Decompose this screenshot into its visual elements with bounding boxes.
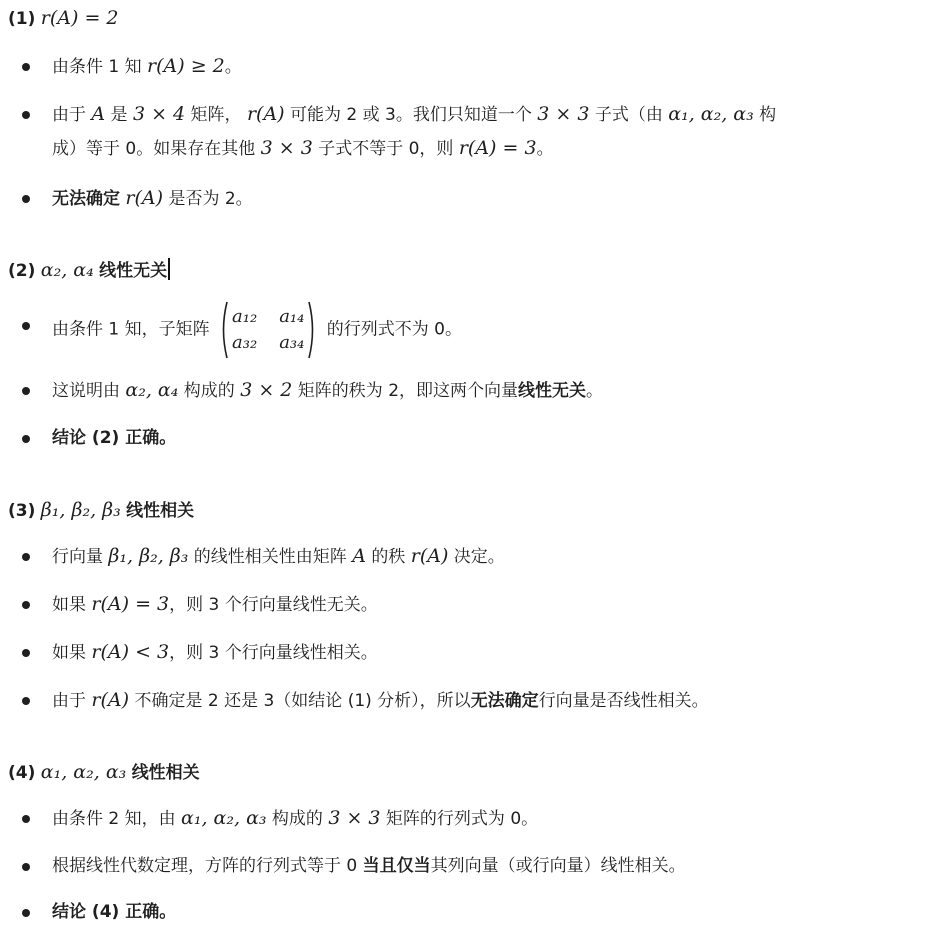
bullet-icon [22, 863, 30, 871]
text-run: 的行列式不为 0。 [321, 319, 462, 340]
math-run: α₁, α₂, α₃ [181, 807, 267, 829]
left-paren-icon [219, 300, 229, 360]
text-run: 可能为 2 或 3。我们只知道一个 [284, 105, 538, 125]
text-run: 不确定是 2 还是 3（如结论 (1) 分析），所以 [129, 691, 471, 711]
section-4-math: α₁, α₂, α₃ [40, 761, 127, 783]
math-run: A [91, 103, 106, 125]
math-run: A [352, 545, 366, 567]
matrix-entry: a₁₂ [232, 306, 258, 327]
section-2-title: 线性无关 [99, 261, 168, 281]
bullet-icon [22, 195, 30, 203]
math-run: α₁, α₂, α₃ [668, 103, 754, 125]
text-run: 是 [105, 105, 133, 125]
math-run: r(A) = 3 [458, 137, 537, 159]
list-item-text [52, 374, 942, 408]
text-run: 由条件 2 知，由 [52, 809, 182, 829]
math-run: 3 × 3 [260, 137, 313, 159]
math-run: 3 × 2 [240, 379, 293, 401]
text-run: 行向量 [52, 547, 109, 567]
text-run: 的秩 [365, 547, 411, 567]
bullet-icon [22, 322, 30, 330]
text-run: 成）等于 0。如果存在其他 [52, 139, 261, 159]
section-3-label: (3) [8, 501, 36, 521]
submatrix [219, 300, 317, 360]
section-4-heading [8, 758, 200, 787]
text-run: 子式不等于 0，则 [312, 139, 459, 159]
math-run: 3 × 4 [132, 103, 186, 125]
matrix-entry: a₃₂ [232, 332, 258, 353]
bullet-icon [22, 553, 30, 561]
list-item-text [52, 684, 942, 718]
bullet-icon [22, 111, 30, 119]
text-run: 由于 [52, 691, 92, 711]
math-run: β₁, β₂, β₃ [108, 545, 189, 567]
math-run: α₂, α₄ [125, 379, 179, 401]
text-run: 。 [536, 139, 554, 159]
bold-run: 当且仅当 [362, 856, 431, 876]
matrix-entry: a₃₄ [279, 332, 305, 353]
math-run: r(A) [91, 689, 130, 711]
math-run: r(A) < 3 [91, 641, 170, 663]
text-run: ，则 3 个行向量线性无关。 [169, 595, 378, 615]
text-run: 行向量是否线性相关。 [538, 691, 709, 711]
math-run: 3 × 3 [328, 807, 381, 829]
list-item-text [52, 182, 942, 216]
text-run: 构 [753, 105, 777, 125]
list-item-text [52, 300, 942, 360]
math-run: r(A) ≥ 2 [147, 55, 225, 77]
section-4-label: (4) [8, 763, 36, 783]
section-3-math: β₁, β₂, β₃ [40, 499, 121, 521]
math-run: 3 × 3 [537, 103, 590, 125]
list-item-text [52, 50, 942, 84]
section-1-math: r(A) = 2 [40, 7, 119, 29]
matrix-entry: a₁₄ [279, 306, 305, 327]
bold-run: 线性无关 [518, 381, 587, 401]
math-run: r(A) [125, 187, 164, 209]
text-run: 其列向量（或行向量）线性相关。 [430, 856, 686, 876]
text-run: 如果 [52, 643, 92, 663]
bullet-icon [22, 909, 30, 917]
math-run: r(A) [246, 103, 285, 125]
section-2-math: α₂, α₄ [40, 259, 94, 281]
list-item [22, 300, 937, 364]
section-1-label: (1) [8, 9, 36, 29]
text-run: 由条件 1 知，子矩阵 [52, 319, 216, 340]
text-run: 这说明由 [52, 381, 126, 401]
text-run: 由条件 1 知 [52, 57, 148, 77]
bullet-icon [22, 815, 30, 823]
list-item-text [52, 540, 942, 574]
text-run: 根据线性代数定理，方阵的行列式等于 0 [52, 856, 363, 876]
section-3-title: 线性相关 [126, 501, 195, 521]
text-run: 是否为 2。 [163, 189, 253, 209]
text-run: 的线性相关性由矩阵 [188, 547, 353, 567]
list-item-text [52, 802, 942, 836]
section-3-heading [8, 496, 194, 525]
math-run: r(A) = 3 [91, 593, 170, 615]
section-1-heading [8, 4, 119, 33]
list-item-text [52, 588, 942, 622]
bullet-icon [22, 601, 30, 609]
bold-run: 无法确定 [52, 189, 120, 209]
list-item-text: 结论 (2) 正确。 [52, 428, 177, 448]
text-cursor [168, 258, 170, 280]
bold-run: 无法确定 [470, 691, 539, 711]
matrix-grid [229, 305, 307, 355]
text-run: 矩阵的行列式为 0。 [380, 809, 539, 829]
math-run: r(A) [410, 545, 449, 567]
bullet-icon [22, 649, 30, 657]
text-run: 构成的 [266, 809, 329, 829]
right-paren-icon [307, 300, 317, 360]
list-item-text: 结论 (4) 正确。 [52, 902, 177, 922]
list-item-text [52, 850, 942, 883]
text-run: 矩阵， [185, 105, 247, 125]
bullet-icon [22, 697, 30, 705]
text-run: 如果 [52, 595, 92, 615]
text-run: 矩阵的秩为 2，即这两个向量 [292, 381, 519, 401]
text-run: 由于 [52, 105, 92, 125]
list-item-text [52, 636, 942, 670]
section-2-heading [8, 256, 170, 285]
text-run: 构成的 [178, 381, 241, 401]
text-run: 。 [586, 381, 604, 401]
text-run: 。 [224, 57, 242, 77]
text-run: 子式（由 [589, 105, 669, 125]
bullet-icon [22, 63, 30, 71]
list-item-text [52, 98, 942, 166]
section-2-label: (2) [8, 261, 36, 281]
bullet-icon [22, 435, 30, 443]
section-4-title: 线性相关 [131, 763, 200, 783]
text-run: 决定。 [448, 547, 505, 567]
text-run: ，则 3 个行向量线性相关。 [169, 643, 378, 663]
bullet-icon [22, 387, 30, 395]
